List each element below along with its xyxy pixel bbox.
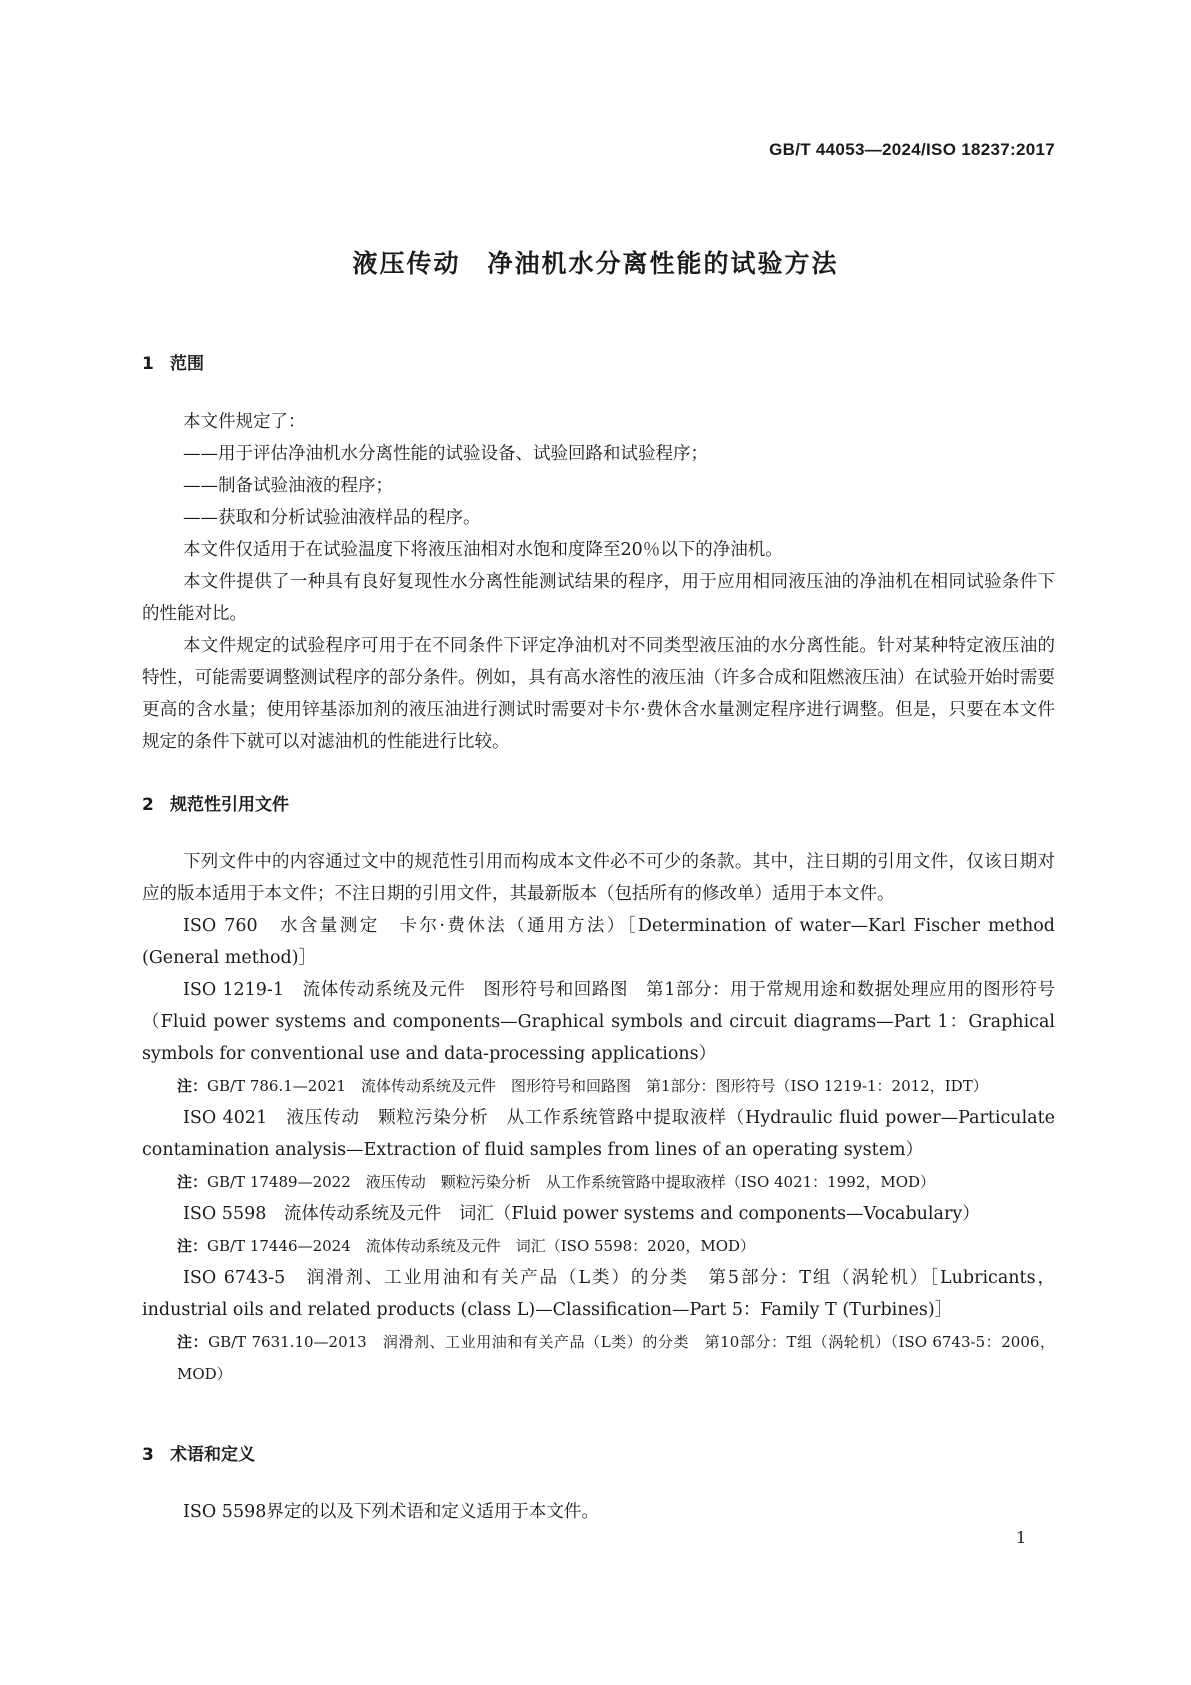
paragraph: 本文件规定了： [183, 412, 306, 432]
section-number: 2 [142, 795, 154, 815]
reference-note [142, 1070, 1055, 1102]
note-text: GB/T 786.1—2021 流体传动系统及元件 图形符号和回路图 第1部分：图形符号（ISO 1219-1：2012，IDT） [207, 1077, 988, 1095]
section-title: 术语和定义 [170, 1445, 255, 1465]
paragraph: ISO 5598界定的以及下列术语和定义适用于本文件。 [183, 1502, 599, 1522]
section-number: 3 [142, 1445, 154, 1465]
paragraph: 下列文件中的内容通过文中的规范性引用而构成本文件必不可少的条款。其中，注日期的引用文件，仅该日期对应的版本适用于本文件；不注日期的引用文件，其最新版本（包括所有的修改单）适用于本文件。 [142, 852, 1055, 904]
note-text: GB/T 7631.10—2013 润滑剂、工业用油和有关产品（L类）的分类 第10部分：T组（涡轮机）（ISO 6743-5：2006，MOD） [177, 1333, 1055, 1383]
section-heading-scope [142, 349, 204, 374]
section-title: 规范性引用文件 [170, 795, 289, 815]
reference-item: ISO 6743-5 润滑剂、工业用油和有关产品（L类）的分类 第5部分：T组（涡轮机）［Lubricants，industrial oils and related products (class L)—Classification—Part 5：Family T (Turbines)］ [142, 1268, 1055, 1320]
standard-code: GB/T 44053—2024/ISO 18237:2017 [769, 140, 1055, 159]
reference-item: ISO 4021 液压传动 颗粒污染分析 从工作系统管路中提取液样（Hydraulic fluid power—Particulate contamination analysis—Extraction of fluid samples from lines of an operating system） [142, 1108, 1055, 1160]
section-title: 范围 [170, 354, 204, 374]
document-title: 液压传动 净油机水分离性能的试验方法 [352, 249, 839, 278]
reference-item: ISO 760 水含量测定 卡尔·费休法（通用方法）［Determination of water—Karl Fischer method (General method)］ [142, 916, 1055, 968]
paragraph: 本文件仅适用于在试验温度下将液压油相对水饱和度降至20％以下的净油机。 [183, 540, 783, 560]
list-item: ——用于评估净油机水分离性能的试验设备、试验回路和试验程序； [183, 444, 708, 464]
reference-note [142, 1326, 1055, 1390]
page-number: 1 [1016, 1528, 1027, 1547]
note-label: 注： [177, 1077, 208, 1095]
section-heading-terms [142, 1440, 255, 1465]
paragraph: 本文件规定的试验程序可用于在不同条件下评定净油机对不同类型液压油的水分离性能。针对某种特定液压油的特性，可能需要调整测试程序的部分条件。例如，具有高水溶性的液压油（许多合成和阻燃液压油）在试验开始时需要更高的含水量；使用锌基添加剂的液压油进行测试时需要对卡尔·费休含水量测定程序进行调整。但是，只要在本文件规定的条件下就可以对滤油机的性能进行比较。 [142, 636, 1055, 752]
section-body-terms [142, 1496, 1055, 1528]
section-heading-normative-references [142, 790, 289, 815]
note-label: 注： [177, 1173, 208, 1191]
section-body-scope [142, 406, 1055, 758]
note-label: 注： [177, 1333, 209, 1351]
section-body-normative-references [142, 846, 1055, 1390]
list-item: ——制备试验油液的程序； [183, 476, 393, 496]
note-text: GB/T 17446—2024 流体传动系统及元件 词汇（ISO 5598：2020，MOD） [207, 1237, 756, 1255]
reference-item: ISO 1219-1 流体传动系统及元件 图形符号和回路图 第1部分：用于常规用途和数据处理应用的图形符号（Fluid power systems and components—Graphical symbols and circuit diagrams—Part 1：Graphical symbols for conventional use and data-processing applications） [142, 980, 1055, 1064]
reference-note [142, 1166, 1055, 1198]
paragraph: 本文件提供了一种具有良好复现性水分离性能测试结果的程序，用于应用相同液压油的净油机在相同试验条件下的性能对比。 [142, 572, 1055, 624]
list-item: ——获取和分析试验油液样品的程序。 [183, 508, 481, 528]
section-number: 1 [142, 354, 154, 374]
note-label: 注： [177, 1237, 208, 1255]
reference-item: ISO 5598 流体传动系统及元件 词汇（Fluid power systems and components—Vocabulary） [183, 1204, 980, 1224]
reference-note [142, 1230, 1055, 1262]
note-text: GB/T 17489—2022 液压传动 颗粒污染分析 从工作系统管路中提取液样（ISO 4021：1992，MOD） [207, 1173, 936, 1191]
